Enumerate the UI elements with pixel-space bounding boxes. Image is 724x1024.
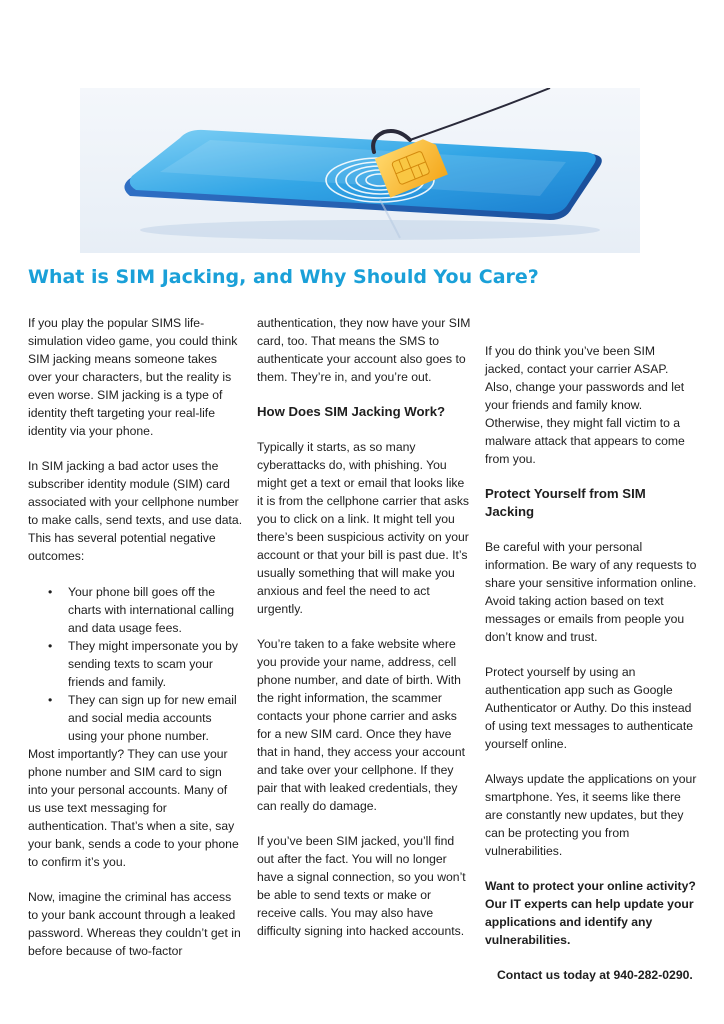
phishing-paragraph: Typically it starts, as so many cyberattacks do, with phishing. You might get a text or email that looks like it is from the cellphone carrier that asks you to click on a link. It might tell you there’s been suspicious activity on your account or that your bill is past due. It’s usually something that will make you anxious and feel the need to act urgently.	[257, 440, 470, 616]
fake-website-paragraph: You’re taken to a fake website where you provide your name, address, cell phone number, and date of birth. With the right information, the scammer contacts your phone carrier and asks for a new SIM card. Once they have that in hand, they access your account and take over your cellphone. If they pair that with leaked credentials, they can really do damage.	[257, 637, 465, 813]
bank-example-paragraph: Now, imagine the criminal has access to your bank account through a leaked password. Whereas they couldn’t get in before because of two-factor	[28, 890, 241, 958]
list-item: • They can sign up for new email and social media accounts using your phone number.	[48, 693, 237, 743]
column-3	[485, 342, 697, 1001]
call-to-action: Want to protect your online activity? Our IT experts can help update your applications and identify any vulnerabilities.	[485, 879, 696, 947]
phishing-hook-sim-card-icon	[80, 88, 640, 253]
bullet-icon: •	[48, 693, 53, 707]
hero-illustration	[80, 88, 640, 253]
column-2	[257, 314, 472, 957]
contact-carrier-paragraph: If you do think you’ve been SIM jacked, contact your carrier ASAP. Also, change your passwords and let your friends and family know. Otherwise, they might fall victim to a malware attack that appears to come from you.	[485, 344, 685, 466]
section-heading-how: How Does SIM Jacking Work?	[257, 404, 446, 419]
contact-line: Contact us today at 940-282-0290.	[497, 968, 693, 982]
outcomes-list	[48, 583, 243, 745]
page-title: What is SIM Jacking, and Why Should You Care?	[28, 266, 539, 288]
list-item: • Your phone bill goes off the charts with international calling and data usage fees.	[48, 585, 234, 635]
auth-app-paragraph: Protect yourself by using an authentication app such as Google Authenticator or Authy. Do this instead of using text messages to authenticate yourself online.	[485, 665, 693, 751]
continuation-paragraph: authentication, they now have your SIM card, too. That means the SMS to authenticate your account also goes to them. They’re in, and you’re out.	[257, 316, 471, 384]
bullet-icon: •	[48, 639, 53, 653]
section-heading-protect: Protect Yourself from SIM Jacking	[485, 486, 646, 519]
list-item: • They might impersonate you by sending texts to scam your friends and family.	[48, 639, 239, 689]
aftermath-paragraph: If you’ve been SIM jacked, you’ll find out after the fact. You will no longer have a signal connection, so you won’t be able to send texts or make or receive calls. You may also have difficulty signing into hacked accounts.	[257, 834, 466, 938]
intro-paragraph: If you play the popular SIMS life-simulation video game, you could think SIM jacking means someone takes over your characters, but the reality is even worse. SIM jacking is a type of identity theft targeting your real-life identity via your phone.	[28, 316, 238, 438]
definition-paragraph: In SIM jacking a bad actor uses the subscriber identity module (SIM) card associated with your cellphone number to make calls, send texts, and use data. This has several potential negative outcomes:	[28, 459, 243, 563]
careful-paragraph: Be careful with your personal information. Be wary of any requests to share your sensitive information online. Avoid taking action based on text messages or emails from people you don’t know and trust.	[485, 540, 697, 644]
authentication-paragraph: Most importantly? They can use your phone number and SIM card to sign into your personal accounts. Many of us use text messaging for authentication. That’s when a site, say your bank, sends a code to your phone to confirm it’s you.	[28, 747, 239, 869]
update-apps-paragraph: Always update the applications on your smartphone. Yes, it seems like there are constantly new updates, but they can be protecting you from vulnerabilities.	[485, 772, 697, 858]
bullet-icon: •	[48, 585, 53, 599]
column-1	[28, 314, 243, 977]
